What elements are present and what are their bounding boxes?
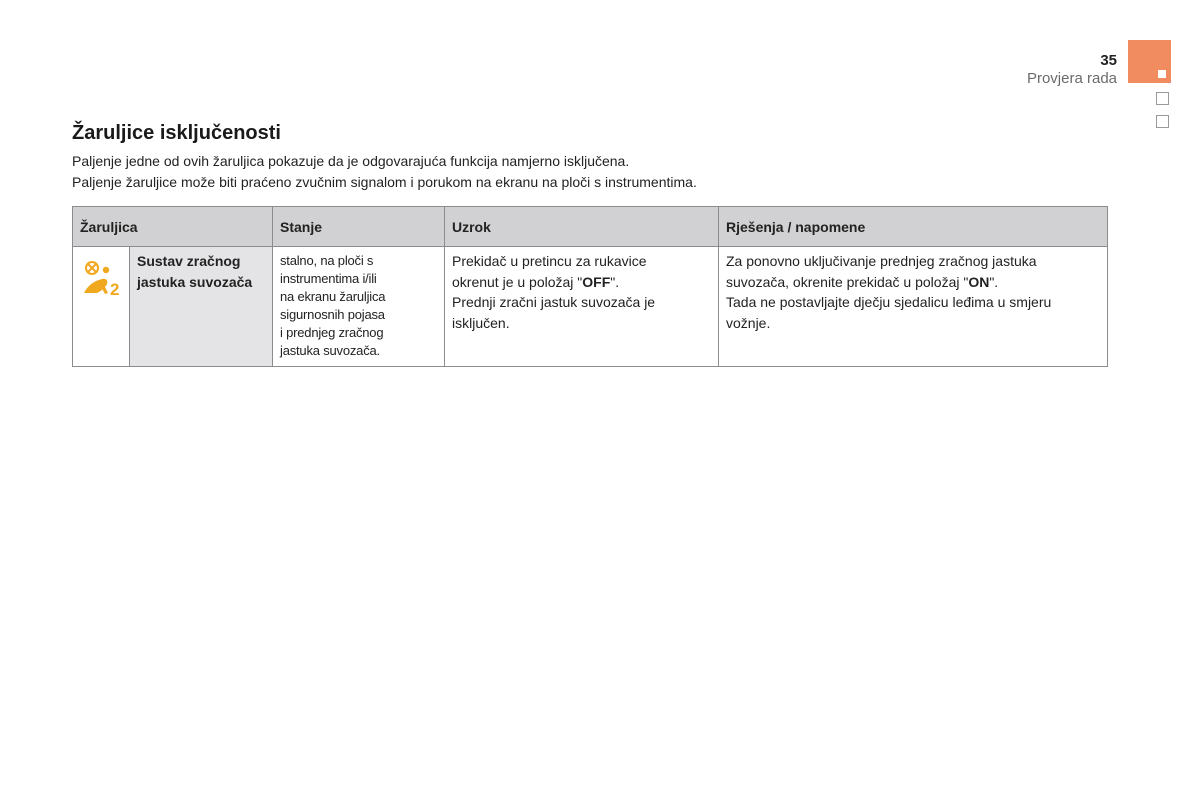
solution-line bbox=[726, 272, 1100, 293]
state-line: stalno, na ploči s bbox=[280, 253, 374, 268]
lamp-name: Sustav zračnog jastuka suvozača bbox=[130, 247, 273, 367]
section-name: Provjera rada bbox=[1026, 70, 1117, 87]
state-line: i prednjeg zračnog bbox=[280, 325, 384, 340]
column-header-lamp: Žaruljica bbox=[73, 207, 273, 247]
cause-line: Prednji zračni jastuk suvozača je bbox=[452, 294, 656, 310]
state-line: sigurnosnih pojasa bbox=[280, 307, 385, 322]
switch-position-off: OFF bbox=[582, 273, 611, 290]
page-title: Žaruljice isključenosti bbox=[72, 122, 281, 144]
state-line: instrumentima i/ili bbox=[280, 271, 377, 286]
cause-line: Prekidač u pretincu za rukavice bbox=[452, 253, 647, 269]
cause-line bbox=[452, 272, 711, 293]
tab-marker-dot bbox=[1158, 70, 1166, 78]
cause-text: ". bbox=[610, 273, 620, 290]
solution-line: Tada ne postavljajte dječju sjedalicu leđima u smjeru bbox=[726, 294, 1052, 310]
cause-text: okrenut je u položaj " bbox=[452, 273, 583, 290]
passenger-airbag-off-icon bbox=[80, 259, 122, 299]
lamp-solution bbox=[719, 247, 1108, 367]
table-row bbox=[73, 247, 1108, 367]
switch-position-on: ON bbox=[968, 273, 990, 290]
lamp-state bbox=[273, 247, 445, 367]
lamp-cause bbox=[445, 247, 719, 367]
solution-line: vožnje. bbox=[726, 314, 771, 331]
column-header-solution: Rješenja / napomene bbox=[719, 207, 1108, 247]
column-header-state: Stanje bbox=[273, 207, 445, 247]
solution-line: Za ponovno uključivanje prednjeg zračnog jastuka bbox=[726, 253, 1037, 269]
state-line: jastuka suvozača. bbox=[280, 343, 380, 358]
page-number: 35 bbox=[1100, 52, 1117, 69]
intro-line: Paljenje jedne od ovih žaruljica pokazuje da je odgovarajuća funkcija namjerno isključena. bbox=[72, 153, 630, 169]
solution-text: ". bbox=[989, 273, 999, 290]
column-header-cause: Uzrok bbox=[445, 207, 719, 247]
warning-lamps-table bbox=[72, 206, 1108, 367]
chapter-tab-box bbox=[1156, 92, 1169, 105]
lamp-icon-cell bbox=[73, 247, 130, 367]
cause-line: isključen. bbox=[452, 314, 510, 331]
table-header-row bbox=[73, 207, 1108, 247]
chapter-tab-marker bbox=[1128, 40, 1171, 83]
chapter-tab-box bbox=[1156, 115, 1169, 128]
state-line: na ekranu žaruljica bbox=[280, 289, 386, 304]
intro-line: Paljenje žaruljice može biti praćeno zvučnim signalom i porukom na ekranu na ploči s instrumentima. bbox=[72, 174, 697, 190]
intro-text bbox=[72, 151, 697, 193]
svg-text:2: 2 bbox=[110, 280, 120, 299]
solution-text: suvozača, okrenite prekidač u položaj " bbox=[726, 273, 969, 290]
